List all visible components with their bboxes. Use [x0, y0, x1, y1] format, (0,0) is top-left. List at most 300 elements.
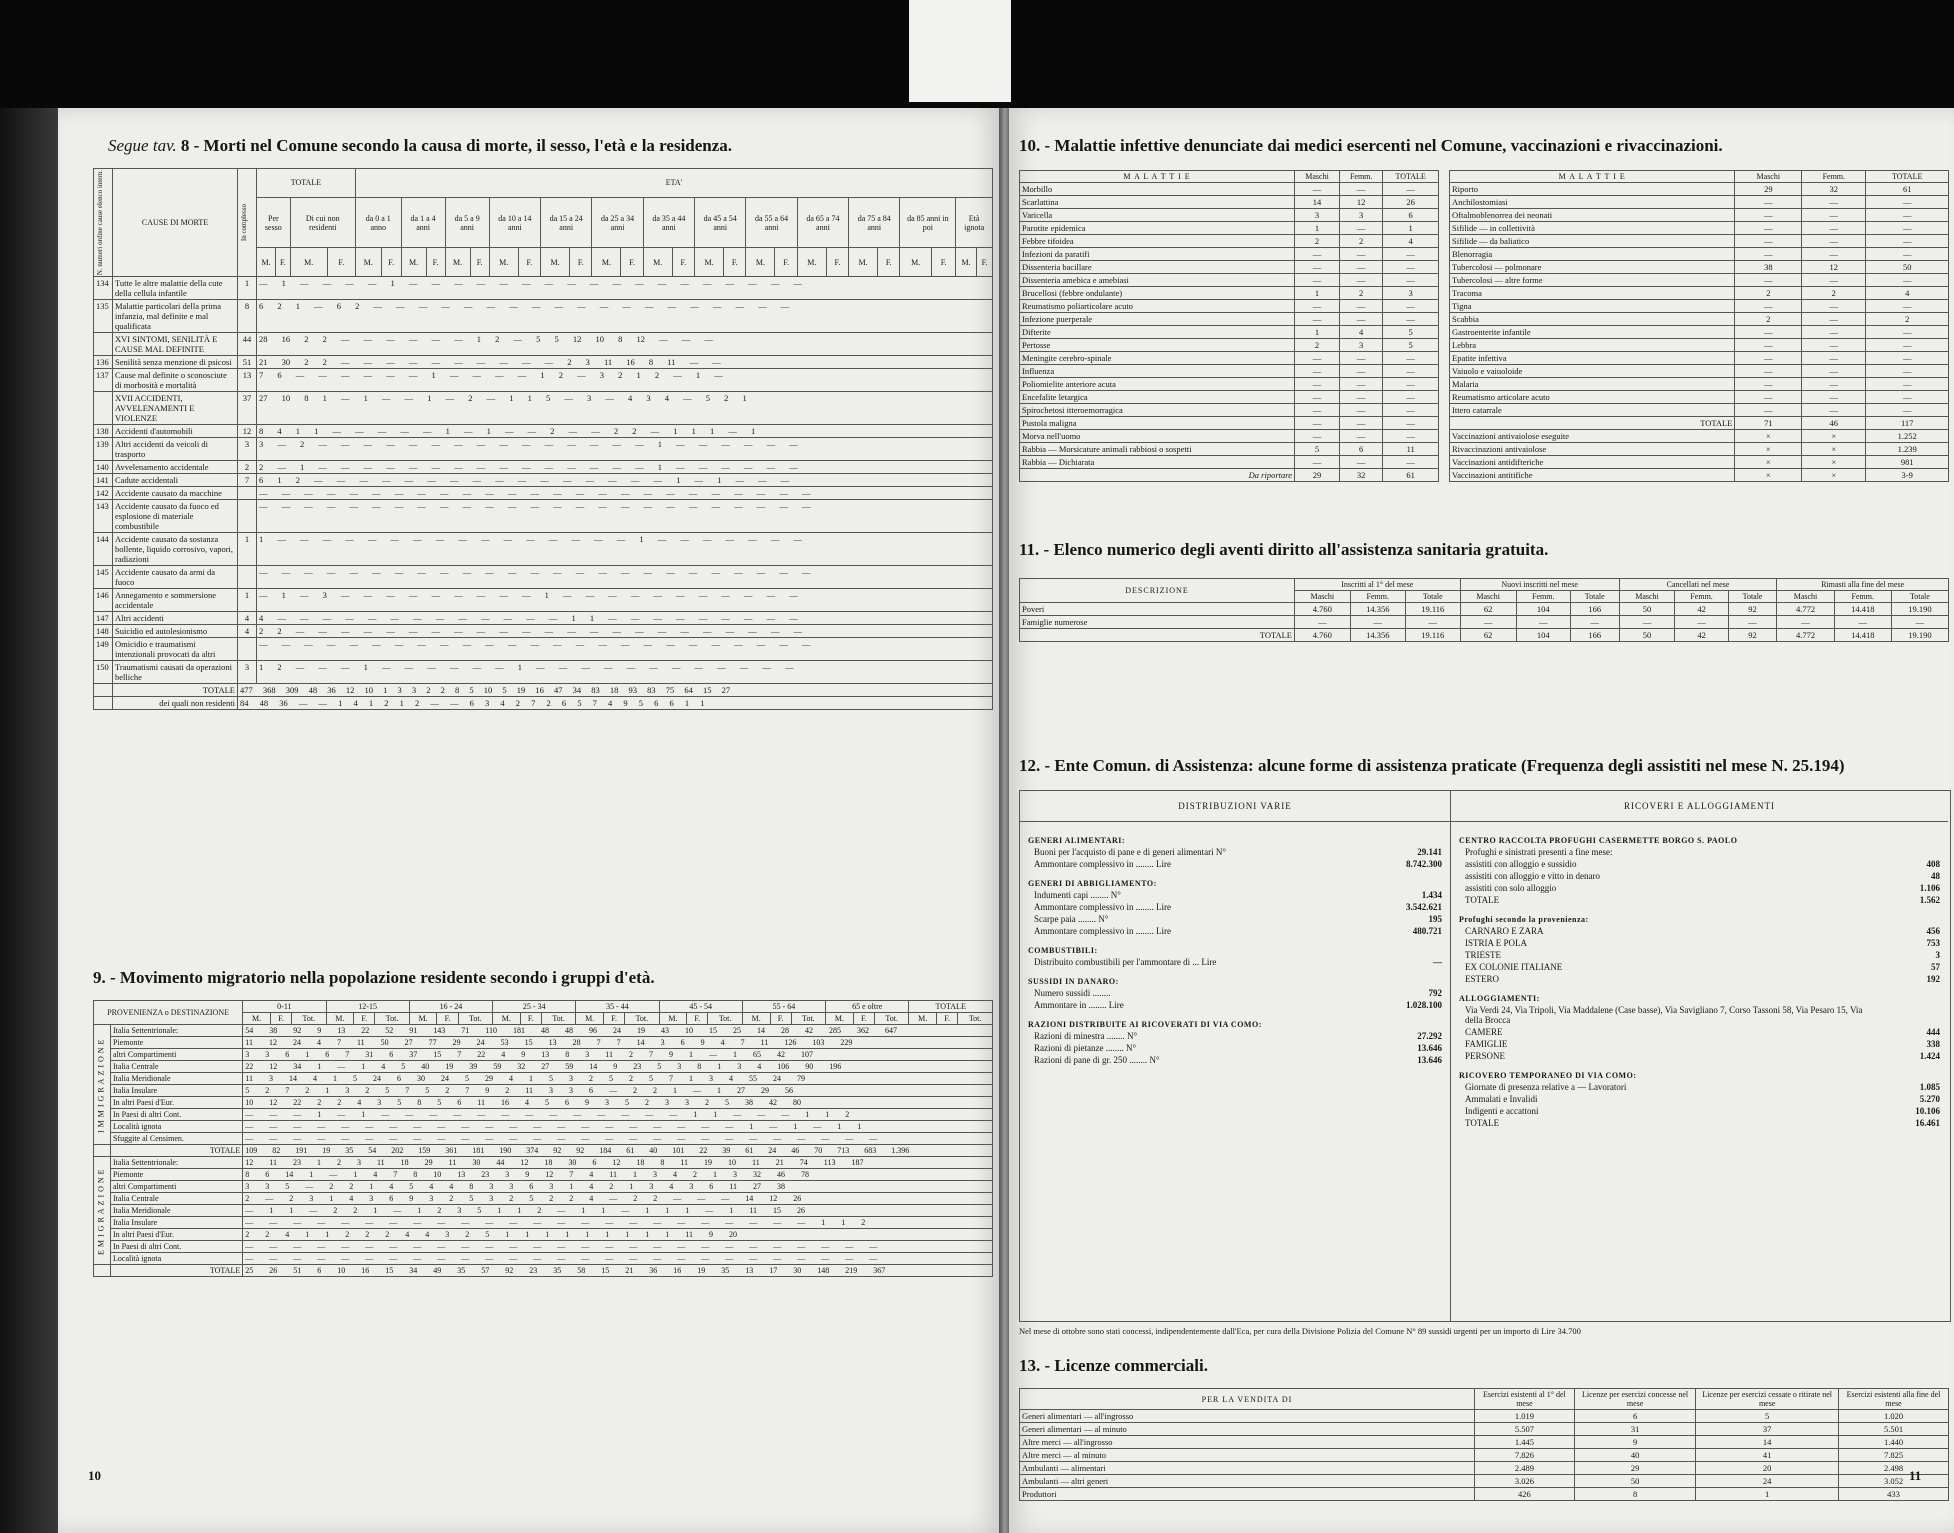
- t11-row-value: 14.356: [1350, 629, 1405, 642]
- t8-row-label: Accidenti d'automobili: [113, 425, 238, 438]
- t10-head-t: TOTALE: [1383, 171, 1439, 183]
- t9-row-values: 3 3 5 — 2 2 1 4 5 4 4 8 3 3 6 3 1 4 2 1 3 4 3 6 11 27 38: [243, 1181, 993, 1193]
- t10-row: [1020, 235, 1439, 248]
- t11-row-value: —: [1460, 616, 1516, 629]
- t9-row-values: — 1 1 — 2 2 1 — 1 2 3 5 1 1 2 — 1 1 — 1 1 1 — 1 11 15 26: [243, 1205, 993, 1217]
- t8-row-values: — 1 — — — — 1 — — — — — — — — — — — — — — — — — —: [257, 277, 993, 300]
- t8-head-f: F.: [426, 248, 445, 277]
- t13-row-label: Generi alimentari — all'ingrosso: [1020, 1410, 1475, 1423]
- t13-head-vendita: PER LA VENDITA DI: [1020, 1389, 1475, 1410]
- table10-left: [1019, 170, 1439, 482]
- t13-col: Licenze per esercizi cessate o ritirate nel mese: [1696, 1389, 1839, 1410]
- t12-line: [1465, 974, 1940, 984]
- t8-row-values: 2 — 1 — — — — — — — — — — — — — — — 1 — — — — — —: [257, 461, 993, 474]
- t12-line-label: Ammontare complessivo in ........ Lire: [1034, 859, 1171, 869]
- t12-line-value: 480.721: [1412, 926, 1442, 936]
- t8-row-complesso: 1: [238, 533, 257, 566]
- t12-line-label: TOTALE: [1465, 895, 1500, 905]
- t12-right-head: RICOVERI E ALLOGGIAMENTI: [1451, 791, 1948, 822]
- t12-left-head: DISTRIBUZIONI VARIE: [1020, 791, 1450, 822]
- t10-row: [1450, 274, 1949, 287]
- t8-row-num: [94, 333, 113, 356]
- t9-row-label: altri Compartimenti: [111, 1181, 243, 1193]
- t13-row-value: 7.825: [1839, 1449, 1949, 1462]
- t8-col-sesso: Per sesso: [257, 197, 291, 247]
- t8-row: [94, 392, 993, 425]
- t11-row-value: 42: [1675, 603, 1728, 616]
- t12-line-label: Scarpe paia ........ N°: [1034, 914, 1109, 924]
- t8-row-num: 136: [94, 356, 113, 369]
- t10-row-value: 1: [1295, 287, 1340, 300]
- t9-row: [94, 1241, 993, 1253]
- t10-row: [1450, 404, 1949, 417]
- t10-row-value: —: [1802, 365, 1866, 378]
- t12-line: [1034, 926, 1442, 936]
- t10-right-total-f: 46: [1802, 417, 1866, 430]
- t12-line: [1034, 1043, 1442, 1053]
- t10-row-value: 2: [1340, 235, 1383, 248]
- t8-col-age: da 65 a 74 anni: [797, 197, 848, 247]
- t12-line-label: TOTALE: [1465, 1118, 1500, 1128]
- t8-row-label: XVI SINTOMI, SENILITÀ E CAUSE MAL DEFINITE: [113, 333, 238, 356]
- t10-vacc-row-label: Vaccinazioni antivaiolose eseguite: [1450, 430, 1735, 443]
- t12-line: [1465, 847, 1940, 857]
- t10-row-value: —: [1802, 300, 1866, 313]
- t10-row-value: —: [1340, 313, 1383, 326]
- t10-right-total-label: TOTALE: [1450, 417, 1735, 430]
- t10-row-label: Anchilostomiasi: [1450, 196, 1735, 209]
- t10-row-value: 38: [1735, 261, 1802, 274]
- t8-row-complesso: 12: [238, 425, 257, 438]
- t10-head-m: Maschi: [1735, 171, 1802, 183]
- t12-block-head: GENERI ALIMENTARI:: [1028, 836, 1126, 845]
- t8-head-f: F.: [570, 248, 592, 277]
- t12-line-value: 1.562: [1919, 895, 1940, 905]
- t10-right-body: [1450, 183, 1949, 417]
- t12-line-value: —: [1433, 957, 1442, 967]
- t8-head-totale: TOTALE: [257, 169, 356, 198]
- t11-sub-head: Totale: [1728, 591, 1776, 603]
- t10-row-value: 5: [1383, 339, 1439, 352]
- t11-sub-head: Maschi: [1777, 591, 1834, 603]
- t8-col-age: da 10 a 14 anni: [489, 197, 540, 247]
- t12-line-label: assistiti con alloggio e vitto in denaro: [1465, 871, 1600, 881]
- t10-row-value: 26: [1383, 196, 1439, 209]
- t10-row-value: 61: [1866, 183, 1949, 196]
- t10-row-value: —: [1866, 209, 1949, 222]
- t13-row: [1020, 1449, 1949, 1462]
- t11-row-value: —: [1675, 616, 1728, 629]
- t10-row: [1450, 287, 1949, 300]
- table11-title: 11. - Elenco numerico degli aventi diritto all'assistenza sanitaria gratuita.: [1019, 540, 1549, 559]
- t10-row-label: Morbillo: [1020, 183, 1295, 196]
- t10-row-value: —: [1802, 391, 1866, 404]
- t8-row-complesso: 3: [238, 438, 257, 461]
- t11-sub-head: Femm.: [1350, 591, 1405, 603]
- t8-row-complesso: 1: [238, 277, 257, 300]
- table13: [1019, 1388, 1949, 1501]
- t10-vacc-row-label: Vaccinazioni antitifiche: [1450, 469, 1735, 482]
- page-number-left: 10: [88, 1468, 101, 1483]
- t9-imm-total: [94, 1145, 993, 1157]
- t8-head-f: F.: [724, 248, 746, 277]
- t10-row-value: —: [1383, 378, 1439, 391]
- t10-row: [1020, 391, 1439, 404]
- t12-block-head: CENTRO RACCOLTA PROFUGHI CASERMETTE BORGO S. PAOLO: [1459, 836, 1738, 845]
- t8-row-num: 138: [94, 425, 113, 438]
- t9-age-group: 0-11: [243, 1001, 326, 1013]
- t8-row-label: Altri accidenti: [113, 612, 238, 625]
- t8-row-num: 148: [94, 625, 113, 638]
- t10-row-value: —: [1383, 274, 1439, 287]
- t10-row-label: Tubercolosi — polmonare: [1450, 261, 1735, 274]
- t12-line-label: FAMIGLIE: [1465, 1039, 1508, 1049]
- table10-title: 10. - Malattie infettive denunciate dai medici esercenti nel Comune, vaccinazioni e rivaccinazioni.: [1019, 136, 1723, 155]
- t13-row-value: 24: [1696, 1475, 1839, 1488]
- t9-sub-head: F.: [770, 1013, 791, 1025]
- t8-row-values: 3 — 2 — — — — — — — — — — — — — — — 1 — — — — — —: [257, 438, 993, 461]
- t8-row-num: [94, 392, 113, 425]
- t10-row-value: —: [1340, 261, 1383, 274]
- t9-row-label: Località ignota: [111, 1253, 243, 1265]
- table8-title-prefix: Segue tav.: [108, 136, 177, 155]
- t10-row-value: —: [1735, 391, 1802, 404]
- t10-row-value: —: [1735, 274, 1802, 287]
- t8-nonres-values: 84 48 36 — — 1 4 1 2 1 2 — — 6 3 4 2 7 2 6 5 7 4 9 5 6 6 1 1: [238, 697, 993, 710]
- t11-row-value: 104: [1516, 603, 1570, 616]
- t12-line: [1465, 1051, 1940, 1061]
- t10-row-value: —: [1295, 248, 1340, 261]
- t10-row-value: —: [1340, 404, 1383, 417]
- t13-row-value: 1.019: [1475, 1410, 1575, 1423]
- t9-row-label: Italia Insulare: [111, 1085, 243, 1097]
- t11-sub-head: Totale: [1891, 591, 1948, 603]
- table10-right: [1449, 170, 1949, 482]
- t11-row-value: —: [1405, 616, 1460, 629]
- t10-row-value: 2: [1735, 287, 1802, 300]
- t10-row-value: —: [1295, 274, 1340, 287]
- t9-row: [94, 1097, 993, 1109]
- t11-row-value: 50: [1619, 629, 1675, 642]
- t9-sub-head: Tot.: [625, 1013, 659, 1025]
- t12-line-label: Ammontare complessivo in ........ Lire: [1034, 926, 1171, 936]
- t10-row-value: —: [1866, 196, 1949, 209]
- t12-line: [1465, 1027, 1940, 1037]
- t10-row-value: —: [1735, 378, 1802, 391]
- t8-row-values: 4 — — — — — — — — — — — — — 1 1 — — — — — — — — —: [257, 612, 993, 625]
- t10-row-label: Rabbia — Dichiarata: [1020, 456, 1295, 469]
- t12-line-value: 57: [1931, 962, 1940, 972]
- t10-vacc-row-value: 1.252: [1866, 430, 1949, 443]
- t10-row-value: —: [1383, 248, 1439, 261]
- t10-vacc-row-value: 981: [1866, 456, 1949, 469]
- t11-row-value: —: [1619, 616, 1675, 629]
- t8-row-values: 1 — — — — — — — — — — — — — — — — 1 — — — — — — —: [257, 533, 993, 566]
- t12-line: [1465, 926, 1940, 936]
- t10-row-value: —: [1295, 430, 1340, 443]
- t10-row-value: —: [1295, 391, 1340, 404]
- t8-row-values: 27 10 8 1 — 1 — — 1 — 2 — 1 1 5 — 3 — 4 3 4 — 5 2 1: [257, 392, 993, 425]
- t11-row-value: —: [1516, 616, 1570, 629]
- t10-row-value: —: [1866, 274, 1949, 287]
- t8-row-values: — 1 — 3 — — — — — — — — — 1 — — — — — — — — — — —: [257, 589, 993, 612]
- t10-row-value: 12: [1802, 261, 1866, 274]
- t8-row-label: Accidente causato da sostanza bollente, liquido corrosivo, vapori, radiazioni: [113, 533, 238, 566]
- t10-row-label: Dissenteria bacillare: [1020, 261, 1295, 274]
- t10-vacc-row-value: ×: [1735, 430, 1802, 443]
- t11-row-value: 62: [1460, 629, 1516, 642]
- t9-sub-head: F.: [603, 1013, 624, 1025]
- t10-row-value: —: [1735, 300, 1802, 313]
- t10-row-label: Morva nell'uomo: [1020, 430, 1295, 443]
- t11-row-value: 19.190: [1891, 629, 1948, 642]
- t10-row-value: —: [1866, 378, 1949, 391]
- t8-col-nonres: Di cui non residenti: [290, 197, 355, 247]
- t9-row: [94, 1181, 993, 1193]
- t13-row-value: 40: [1574, 1449, 1695, 1462]
- t8-row-values: — — — — — — — — — — — — — — — — — — — — — — — — —: [257, 500, 993, 533]
- t10-row-label: Reumatismo poliarticolare acuto: [1020, 300, 1295, 313]
- t10-row: [1450, 391, 1949, 404]
- t13-row-value: 2.489: [1475, 1462, 1575, 1475]
- t13-row-value: 5.507: [1475, 1423, 1575, 1436]
- t10-row-value: —: [1295, 313, 1340, 326]
- t8-row-label: Omicidio e traumatismi intenzionali provocati da altri: [113, 638, 238, 661]
- t13-row-value: 29: [1574, 1462, 1695, 1475]
- t11-row: [1020, 603, 1949, 616]
- t8-row-label: Tutte le altre malattie della cute della cellula infantile: [113, 277, 238, 300]
- t10-row: [1450, 339, 1949, 352]
- t10-row-value: —: [1802, 352, 1866, 365]
- t8-head-m: M.: [956, 248, 977, 277]
- t12-line: [1034, 914, 1442, 924]
- t10-row-label: Sifilide — in collettività: [1450, 222, 1735, 235]
- t10-row-value: —: [1295, 365, 1340, 378]
- t8-row-label: Suicidio ed autolesionismo: [113, 625, 238, 638]
- t10-row-label: Scabbia: [1450, 313, 1735, 326]
- t10-row-label: Riporto: [1450, 183, 1735, 196]
- t10-row-value: —: [1866, 352, 1949, 365]
- t8-row-num: 143: [94, 500, 113, 533]
- t8-col-age: Età ignota: [956, 197, 993, 247]
- t8-nonres-label: dei quali non residenti: [113, 697, 238, 710]
- t12-line-value: 444: [1926, 1027, 1940, 1037]
- t9-row: [94, 1061, 993, 1073]
- t11-group: Rimasti alla fine del mese: [1777, 579, 1949, 591]
- table9-title: 9. - Movimento migratorio nella popolazione residente secondo i gruppi d'età.: [93, 968, 655, 987]
- t8-row: [94, 533, 993, 566]
- t13-row-value: 9: [1574, 1436, 1695, 1449]
- t10-row-value: 2: [1735, 313, 1802, 326]
- t8-total-label: TOTALE: [113, 684, 238, 697]
- t11-row-value: —: [1295, 616, 1351, 629]
- t10-vacc-row-value: ×: [1735, 456, 1802, 469]
- t9-row-values: 10 12 22 2 2 4 3 5 8 5 6 11 16 4 5 6 9 3 5 2 3 3 2 5 38 42 80: [243, 1097, 993, 1109]
- t11-row-value: —: [1350, 616, 1405, 629]
- t8-row-complesso: 4: [238, 612, 257, 625]
- t10-row-value: 3: [1340, 339, 1383, 352]
- t12-line: [1034, 988, 1442, 998]
- t8-row-complesso: 8: [238, 300, 257, 333]
- t10-row: [1450, 300, 1949, 313]
- t8-head-f: F.: [276, 248, 291, 277]
- t10-row-value: —: [1866, 248, 1949, 261]
- t12-line-label: EX COLONIE ITALIANE: [1465, 962, 1563, 972]
- t13-row-value: 1.440: [1839, 1436, 1949, 1449]
- t10-row-value: —: [1735, 339, 1802, 352]
- t10-row-value: —: [1295, 261, 1340, 274]
- t9-sub-head: F.: [687, 1013, 708, 1025]
- t8-row-num: 139: [94, 438, 113, 461]
- t9-age-group: 55 - 64: [742, 1001, 825, 1013]
- t10-row-value: —: [1340, 430, 1383, 443]
- t10-vacc-row: [1450, 430, 1949, 443]
- t8-head-m: M.: [257, 248, 276, 277]
- t12-line-value: 29.141: [1417, 847, 1442, 857]
- t12-line: [1465, 1082, 1940, 1092]
- t12-line-value: 48: [1931, 871, 1940, 881]
- t10-row-value: 5: [1295, 443, 1340, 456]
- t12-line-value: 192: [1926, 974, 1940, 984]
- t8-row-complesso: 37: [238, 392, 257, 425]
- t10-row: [1450, 248, 1949, 261]
- t9-sub-head: M.: [493, 1013, 521, 1025]
- t8-row-values: 6 1 2 — — — — — — — — — — — — — — — — 1 — 1 — — —: [257, 474, 993, 487]
- t10-row-value: —: [1295, 456, 1340, 469]
- t8-col-age: da 25 a 34 anni: [592, 197, 643, 247]
- t10-vacc-row-value: ×: [1802, 430, 1866, 443]
- t9-sub-head: M.: [243, 1013, 271, 1025]
- t13-row-label: Altre merci — al minuto: [1020, 1449, 1475, 1462]
- t12-line: [1465, 895, 1940, 905]
- t12-block-head: RICOVERO TEMPORANEO DI VIA COMO:: [1459, 1071, 1637, 1080]
- t13-row-label: Generi alimentari — al minuto: [1020, 1423, 1475, 1436]
- t10-row-value: 1: [1295, 222, 1340, 235]
- t9-sub-head: Tot.: [874, 1013, 908, 1025]
- t10-row: [1450, 365, 1949, 378]
- t11-row-value: 50: [1619, 603, 1675, 616]
- t8-row-label: Cause mal definite o sconosciute di morbosità e mortalità: [113, 369, 238, 392]
- t13-row-label: Ambulanti — alimentari: [1020, 1462, 1475, 1475]
- t10-row-value: —: [1383, 313, 1439, 326]
- t10-row-value: 6: [1383, 209, 1439, 222]
- t10-row-value: 5: [1383, 326, 1439, 339]
- t8-row-label: Malattie particolari della prima infanzia, mal definite e mal qualificata: [113, 300, 238, 333]
- t10-row-label: Difterite: [1020, 326, 1295, 339]
- t9-sub-head: M.: [659, 1013, 687, 1025]
- t10-row-label: Infezione puerperale: [1020, 313, 1295, 326]
- t12-line-value: 1.434: [1421, 890, 1442, 900]
- t13-col: Esercizi esistenti al 1° del mese: [1475, 1389, 1575, 1410]
- t10-row-value: —: [1802, 209, 1866, 222]
- t9-row-values: — — — — — — — — — — — — — — — — — — — — — — — — — — —: [243, 1253, 993, 1265]
- t11-row-label: Famiglie numerose: [1020, 616, 1295, 629]
- t10-row-value: 3: [1340, 209, 1383, 222]
- t9-row-values: 3 3 6 1 6 7 31 6 37 15 7 22 4 9 13 8 3 11 2 7 9 1 — 1 65 42 107: [243, 1049, 993, 1061]
- t10-row-label: Poliomielite anteriore acuta: [1020, 378, 1295, 391]
- t9-row-label: In altri Paesi d'Eur.: [111, 1229, 243, 1241]
- t8-row-values: — — — — — — — — — — — — — — — — — — — — — — — — —: [257, 487, 993, 500]
- t12-note: Nel mese di ottobre sono stati concessi, indipendentemente dall'Eca, per cura della Divisione Polizia del Comune N° 89 sussidi urgenti per un importo di Lire 34.700: [1019, 1326, 1581, 1336]
- t8-row-label: XVII ACCIDENTI, AVVELENAMENTI E VIOLENZE: [113, 392, 238, 425]
- t10-vacc-row: [1450, 469, 1949, 482]
- t12-line-label: Ammontare complessivo in ........ Lire: [1034, 902, 1171, 912]
- t9-sub-head: M.: [409, 1013, 437, 1025]
- t8-row: [94, 425, 993, 438]
- t10-row-value: —: [1383, 404, 1439, 417]
- t9-row: [94, 1133, 993, 1145]
- t9-sub-head: F.: [354, 1013, 375, 1025]
- t11-row-value: 19.116: [1405, 629, 1460, 642]
- t9-row: [94, 1109, 993, 1121]
- t9-row-label: In altri Paesi d'Eur.: [111, 1097, 243, 1109]
- t8-head-f: F.: [826, 248, 848, 277]
- t12-line-value: 1.424: [1919, 1051, 1940, 1061]
- t12-line: [1465, 883, 1940, 893]
- t10-row-value: —: [1735, 222, 1802, 235]
- t8-head-m: M.: [746, 248, 775, 277]
- t12-line-label: Giornate di presenza relative a — Lavoratori: [1465, 1082, 1627, 1092]
- t8-row: [94, 461, 993, 474]
- t9-row: [94, 1073, 993, 1085]
- t8-row-complesso: 44: [238, 333, 257, 356]
- t8-head-m: M.: [290, 248, 327, 277]
- t10-row-value: —: [1383, 300, 1439, 313]
- t8-col-age: da 75 a 84 anni: [849, 197, 900, 247]
- t13-row-value: 50: [1574, 1475, 1695, 1488]
- t11-group: Nuovi inscritti nel mese: [1460, 579, 1619, 591]
- t10-row-value: 1: [1295, 326, 1340, 339]
- t10-row-value: —: [1340, 248, 1383, 261]
- t12-line: [1465, 1005, 1940, 1025]
- t10-row-label: Epatite infettiva: [1450, 352, 1735, 365]
- t11-row-label: Poveri: [1020, 603, 1295, 616]
- t8-row-num: 135: [94, 300, 113, 333]
- t8-row-complesso: [238, 638, 257, 661]
- t12-block-head: SUSSIDI IN DANARO:: [1028, 977, 1119, 986]
- t9-sub-head: F.: [853, 1013, 874, 1025]
- t12-line-value: 27.292: [1417, 1031, 1442, 1041]
- t11-row-value: 166: [1570, 603, 1619, 616]
- t9-row-label: Italia Settentrionale:: [111, 1025, 243, 1037]
- t9-sub-head: M.: [326, 1013, 354, 1025]
- t10-row-value: 14: [1295, 196, 1340, 209]
- t10-row-value: —: [1383, 391, 1439, 404]
- t10-row-value: 4: [1866, 287, 1949, 300]
- t12-line-label: Razioni di minestra ........ N°: [1034, 1031, 1138, 1041]
- t13-row-value: 5.501: [1839, 1423, 1949, 1436]
- t10-left-body: [1020, 183, 1439, 469]
- t12-line-value: 456: [1926, 926, 1940, 936]
- t8-row-num: 141: [94, 474, 113, 487]
- t10-head-m: Maschi: [1295, 171, 1340, 183]
- t12-line: [1465, 1039, 1940, 1049]
- t10-row: [1020, 456, 1439, 469]
- t9-em-side-label: EMIGRAZIONE: [94, 1157, 111, 1265]
- t10-left-total: [1020, 469, 1439, 482]
- t10-row-value: —: [1383, 430, 1439, 443]
- t8-row-values: 21 30 2 2 — — — — — — — — — — 2 3 11 16 8 11 — —: [257, 356, 993, 369]
- t13-row-value: 1: [1696, 1488, 1839, 1501]
- t10-row-label: Sifilide — da baliatico: [1450, 235, 1735, 248]
- t9-row-label: Italia Centrale: [111, 1061, 243, 1073]
- t10-row-value: 2: [1340, 287, 1383, 300]
- t8-row-values: 6 2 1 — 6 2 — — — — — — — — — — — — — — — — — — —: [257, 300, 993, 333]
- t10-row-label: Dissenteria amebica e amebiasi: [1020, 274, 1295, 287]
- t12-line-value: 3: [1935, 950, 1940, 960]
- t9-age-group: 12-15: [326, 1001, 409, 1013]
- t9-row-values: 22 12 34 1 — 1 4 5 40 19 39 59 32 27 59 14 9 23 5 3 8 1 3 4 106 90 196: [243, 1061, 993, 1073]
